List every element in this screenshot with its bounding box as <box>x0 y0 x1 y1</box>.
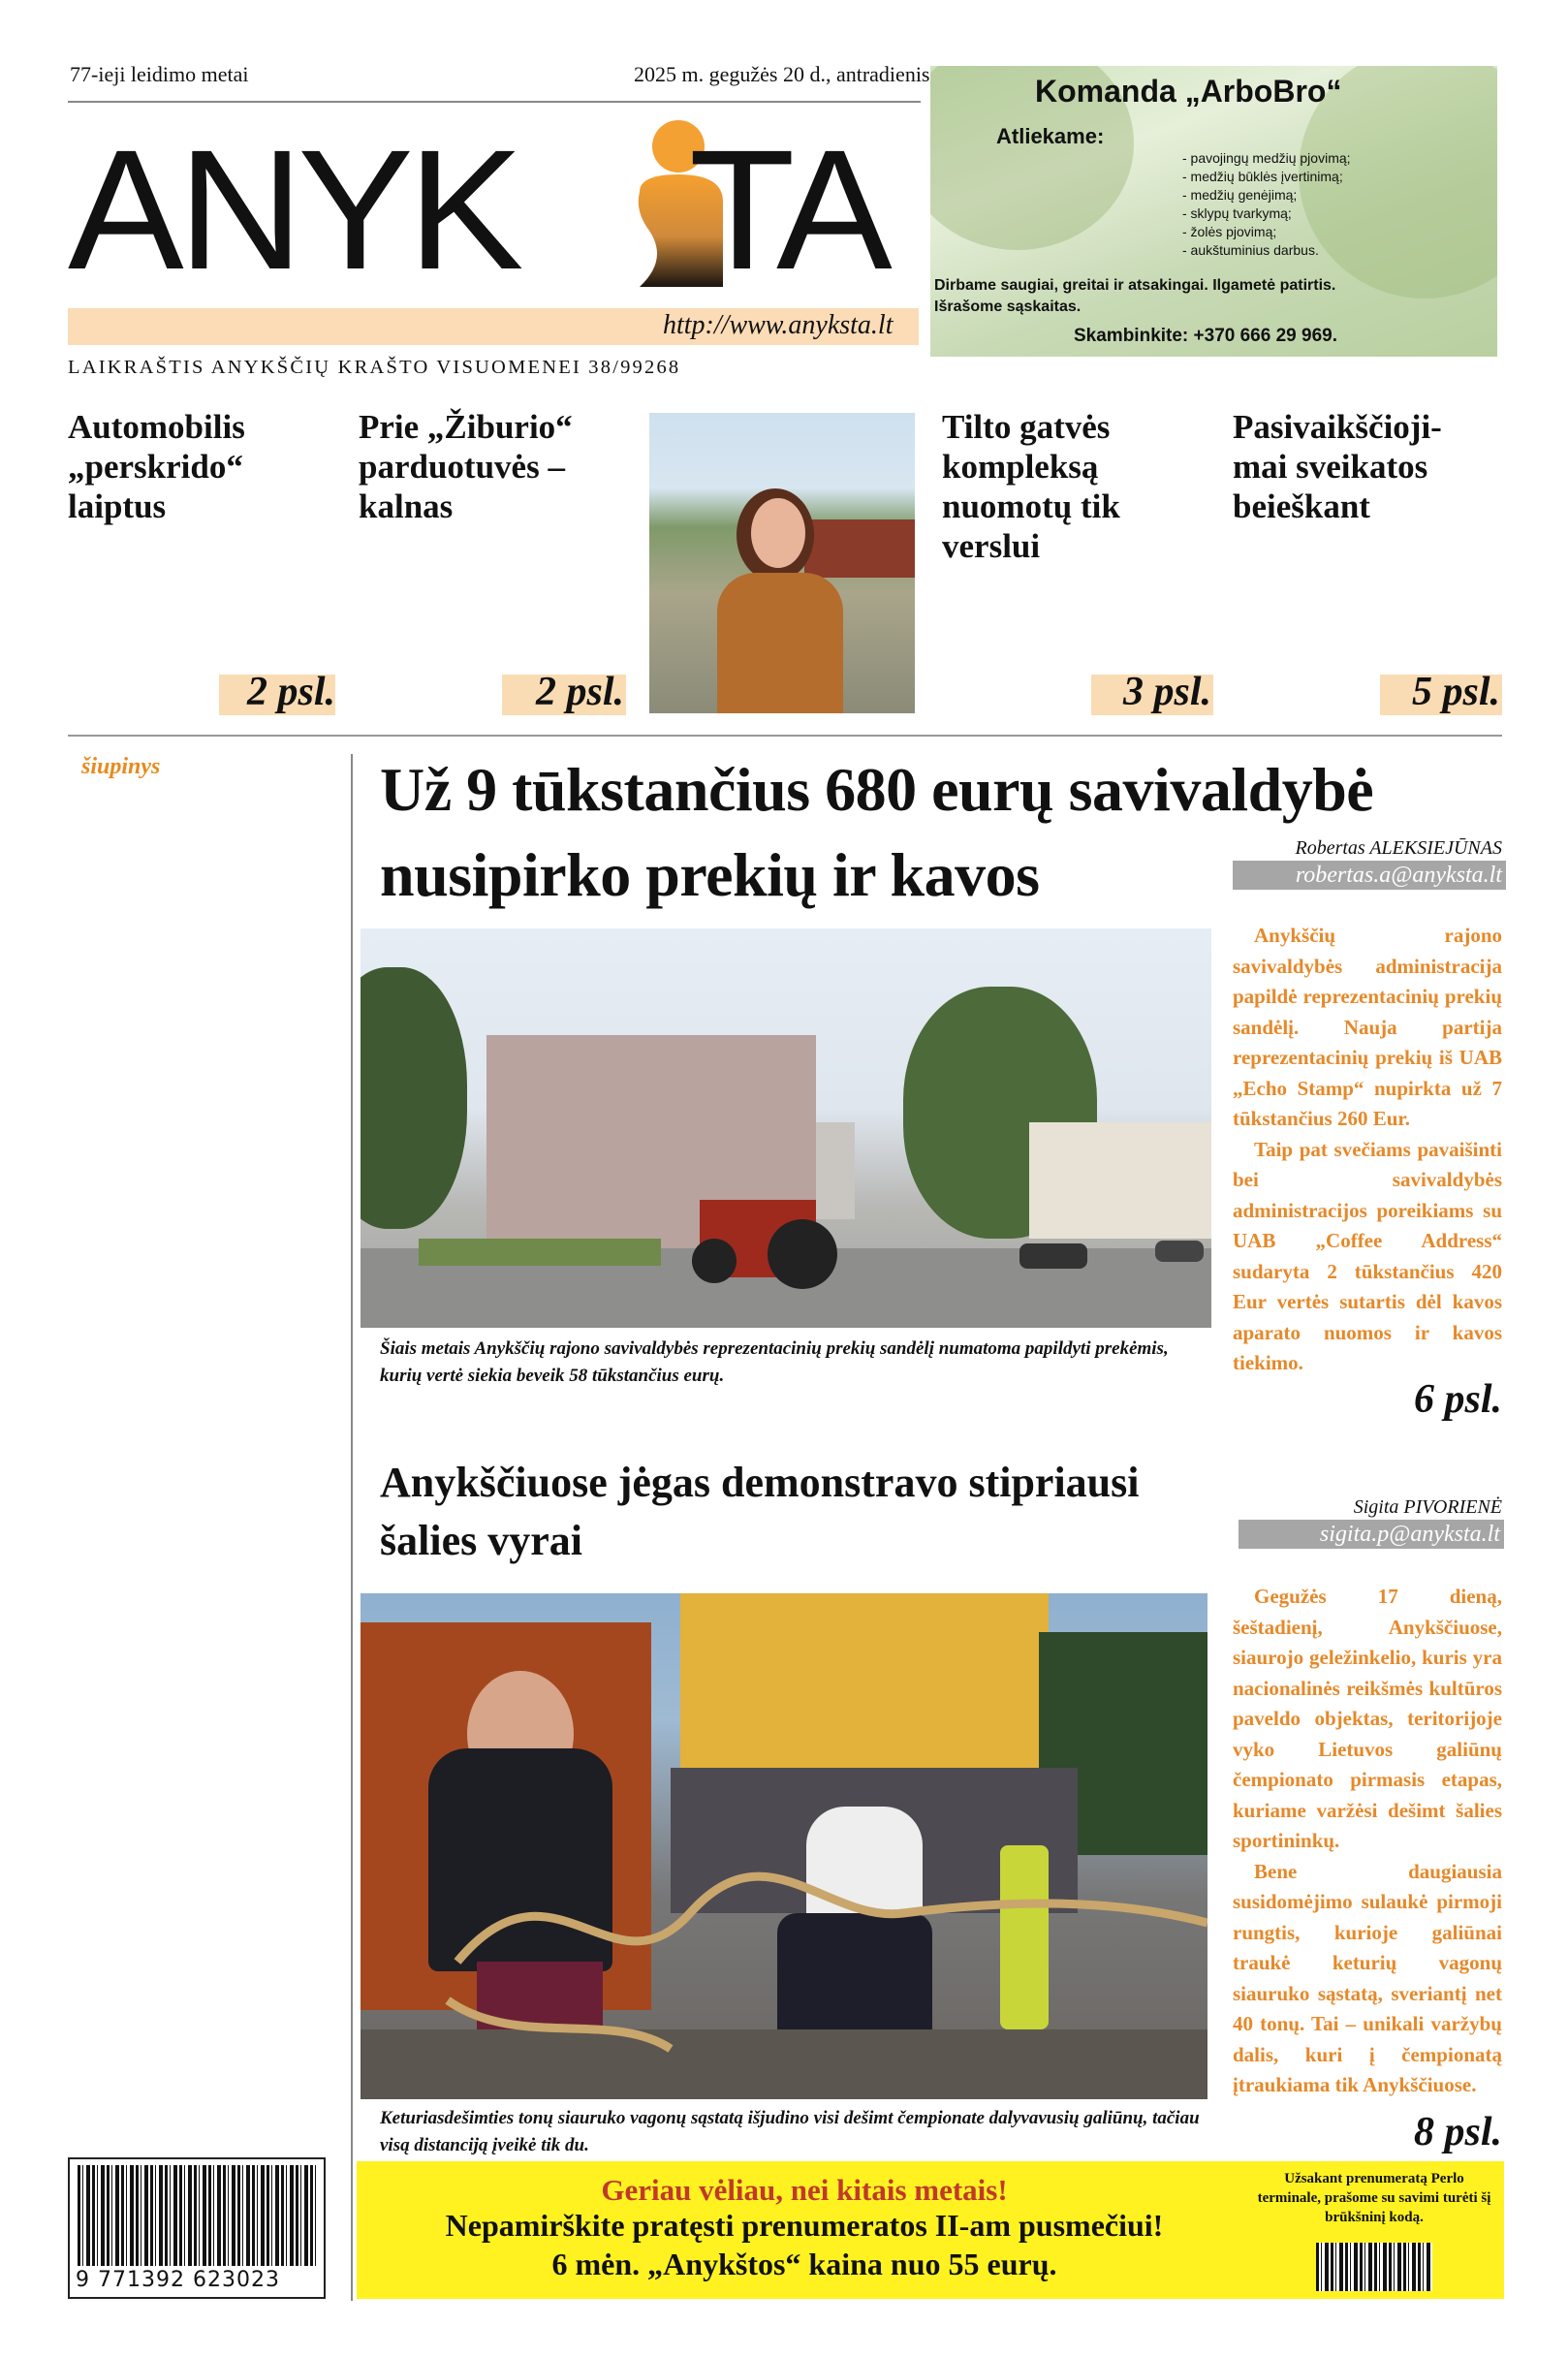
photo-car <box>1019 1243 1087 1269</box>
teaser-title-1[interactable]: Automobilis „perskrido“ laiptus <box>68 408 245 525</box>
photo-house <box>1029 1122 1211 1239</box>
article2-author: Sigita PIVORIENĖ <box>1353 1496 1502 1518</box>
teaser-page-4[interactable]: 5 psl. <box>1411 670 1500 714</box>
photo-car <box>1155 1241 1204 1262</box>
ad-service: - sklypų tvarkymą; <box>1182 205 1292 221</box>
sidebar-divider <box>351 754 353 2301</box>
article2-email-link[interactable]: sigita.p@anyksta.lt <box>1239 1520 1504 1549</box>
ad-services <box>1182 149 1351 260</box>
banner-line-3: 6 mėn. „Anykštos“ kaina nuo 55 eurų. <box>551 2247 1057 2281</box>
article2-photo[interactable] <box>361 1593 1207 2099</box>
ad-service: - medžių būklės įvertinimą; <box>1182 169 1343 184</box>
ad-service: - medžių genėjimą; <box>1182 187 1298 203</box>
article1-page[interactable]: 6 psl. <box>1413 1377 1502 1422</box>
article1-photo[interactable] <box>361 928 1211 1328</box>
ad-service: - žolės pjovimą; <box>1182 224 1277 239</box>
article1-email-link[interactable]: robertas.a@anyksta.lt <box>1233 861 1506 890</box>
article1-author: Robertas ALEKSIEJŪNAS <box>1295 837 1502 859</box>
ad-service: - pavojingų medžių pjovimą; <box>1182 150 1351 166</box>
section-rule <box>68 735 1502 737</box>
article1-caption: Šiais metais Anykščių rajono savivaldybės reprezentacinių prekių sandėlį numatoma papildyti prekėmis, kurių vertė siekia beveik 58 tūkstančius eurų. <box>380 1338 1169 1386</box>
masthead-title: ANYK TA <box>68 115 887 305</box>
article2-lede-p2: Bene daugiausia susidomėjimo sulaukė pirmoji rungtis, kurioje galiūnai traukė keturių vagonų siauruko sąstatą, sveriantį net 40 tonų. Tai – unikali varžybų dalis, kuri į čempionatą įtraukiama tik Anykščiuose. <box>1233 1859 1502 2096</box>
teaser-page-1[interactable]: 2 psl. <box>246 670 335 714</box>
site-url-link[interactable]: http://www.anyksta.lt <box>663 310 894 340</box>
ad-line-1: Dirbame saugiai, greitai ir atsakingai. Ilgametė patirtis. <box>934 277 1336 294</box>
ad-subtitle: Atliekame: <box>996 124 1105 148</box>
ad-service: - aukštuminius darbus. <box>1182 242 1319 258</box>
photo-tree <box>361 967 467 1229</box>
issue-date: 2025 m. gegužės 20 d., antradienis <box>634 62 930 86</box>
photo-building <box>804 519 915 578</box>
article2-lede <box>1233 1582 1502 2101</box>
ad-title: Komanda „ArboBro“ <box>1035 74 1342 109</box>
teaser-page-3[interactable]: 3 psl. <box>1122 670 1211 714</box>
photo-jacket <box>717 573 843 713</box>
article1-lede-p1: Anykščių rajono savivaldybės administracija papildė reprezentacinių prekių sandėlį. Nauja partija reprezentacinių prekių iš UAB „Echo Stamp“ nupirkta už 7 tūkstančius 260 Eur. <box>1233 924 1502 1130</box>
sidebar-label: šiupinys <box>81 754 161 779</box>
tagline: LAIKRAŠTIS ANYKŠČIŲ KRAŠTO VISUOMENEI 38/99268 <box>68 357 681 378</box>
photo-wheel <box>692 1239 737 1283</box>
banner-note: Užsakant prenumeratą Perlo terminale, prašome su savimi turėti šį brūkšninį kodą. <box>1257 2171 1491 2225</box>
ad-phone: Skambinkite: +370 666 29 969. <box>1074 326 1337 346</box>
masthead-rule <box>68 101 921 103</box>
teaser-title-4[interactable]: Pasivaikščioji-mai sveikatos beieškant <box>1233 408 1442 525</box>
article2-lede-p1: Gegužės 17 dieną, šeštadienį, Anykščiuose, siaurojo geležinkelio, kuris yra nacionalinės reikšmės kultūros paveldo objektas, teritorijoje vyko Lietuvos galiūnų čempionato pirmasis etapas, kuriame varžėsi dešimt šalies sportininkų. <box>1233 1585 1502 1852</box>
banner-line-2: Nepamirškite pratęsti prenumeratos II-am pusmečiui! <box>445 2208 1164 2243</box>
teaser-title-2[interactable]: Prie „Žiburio“ parduotuvės – kalnas <box>359 408 573 525</box>
ad-line-2: Išrašome sąskaitas. <box>934 299 1082 315</box>
issue-barcode <box>68 2157 326 2299</box>
photo-wheel <box>768 1219 837 1289</box>
barcode-bars <box>78 2165 316 2266</box>
article2-caption: Keturiasdešimties tonų siauruko vagonų sąstatą išjudino visi dešimt čempionate dalyvavusių galiūnų, tačiau visą distanciją įveikė tik du. <box>380 2108 1200 2155</box>
article1-lede-p2: Taip pat svečiams pavaišinti bei savivaldybės administracijos poreikiams su UAB „Coffee Address“ sudaryta 2 tūkstančius 420 Eur vertės sutartis dėl kavos aparato nuomos ir kavos tiekimo. <box>1233 1137 1502 1374</box>
teaser-page-2[interactable]: 2 psl. <box>535 670 624 714</box>
edition-year: 77-ieji leidimo metai <box>70 62 249 86</box>
article2-headline-line1[interactable]: Anykščiuose jėgas demonstravo stipriausi <box>380 1459 1140 1506</box>
banner-line-1: Geriau vėliau, nei kitais metais! <box>601 2173 1008 2207</box>
barcode-number: 9 771392 623023 <box>76 2268 318 2292</box>
article2-headline-line2[interactable]: šalies vyrai <box>380 1517 582 1564</box>
photo-rope <box>361 1593 1207 2099</box>
article1-lede <box>1233 921 1502 1379</box>
article1-headline-line2[interactable]: nusipirko prekių ir kavos <box>380 840 1040 909</box>
banner-barcode <box>1316 2243 1432 2291</box>
photo-hedge <box>419 1239 661 1266</box>
article1-headline-line1[interactable]: Už 9 tūkstančius 680 eurų savivaldybė <box>380 755 1374 824</box>
arbobro-ad[interactable] <box>930 66 1497 357</box>
teaser-title-3[interactable]: Tilto gatvės kompleksą nuomotų tik verslui <box>942 408 1120 565</box>
subscription-banner[interactable] <box>357 2161 1504 2299</box>
photo-building-side <box>816 1122 855 1219</box>
article2-page[interactable]: 8 psl. <box>1413 2110 1502 2154</box>
teaser-photo[interactable] <box>649 413 915 713</box>
photo-face <box>751 498 805 568</box>
